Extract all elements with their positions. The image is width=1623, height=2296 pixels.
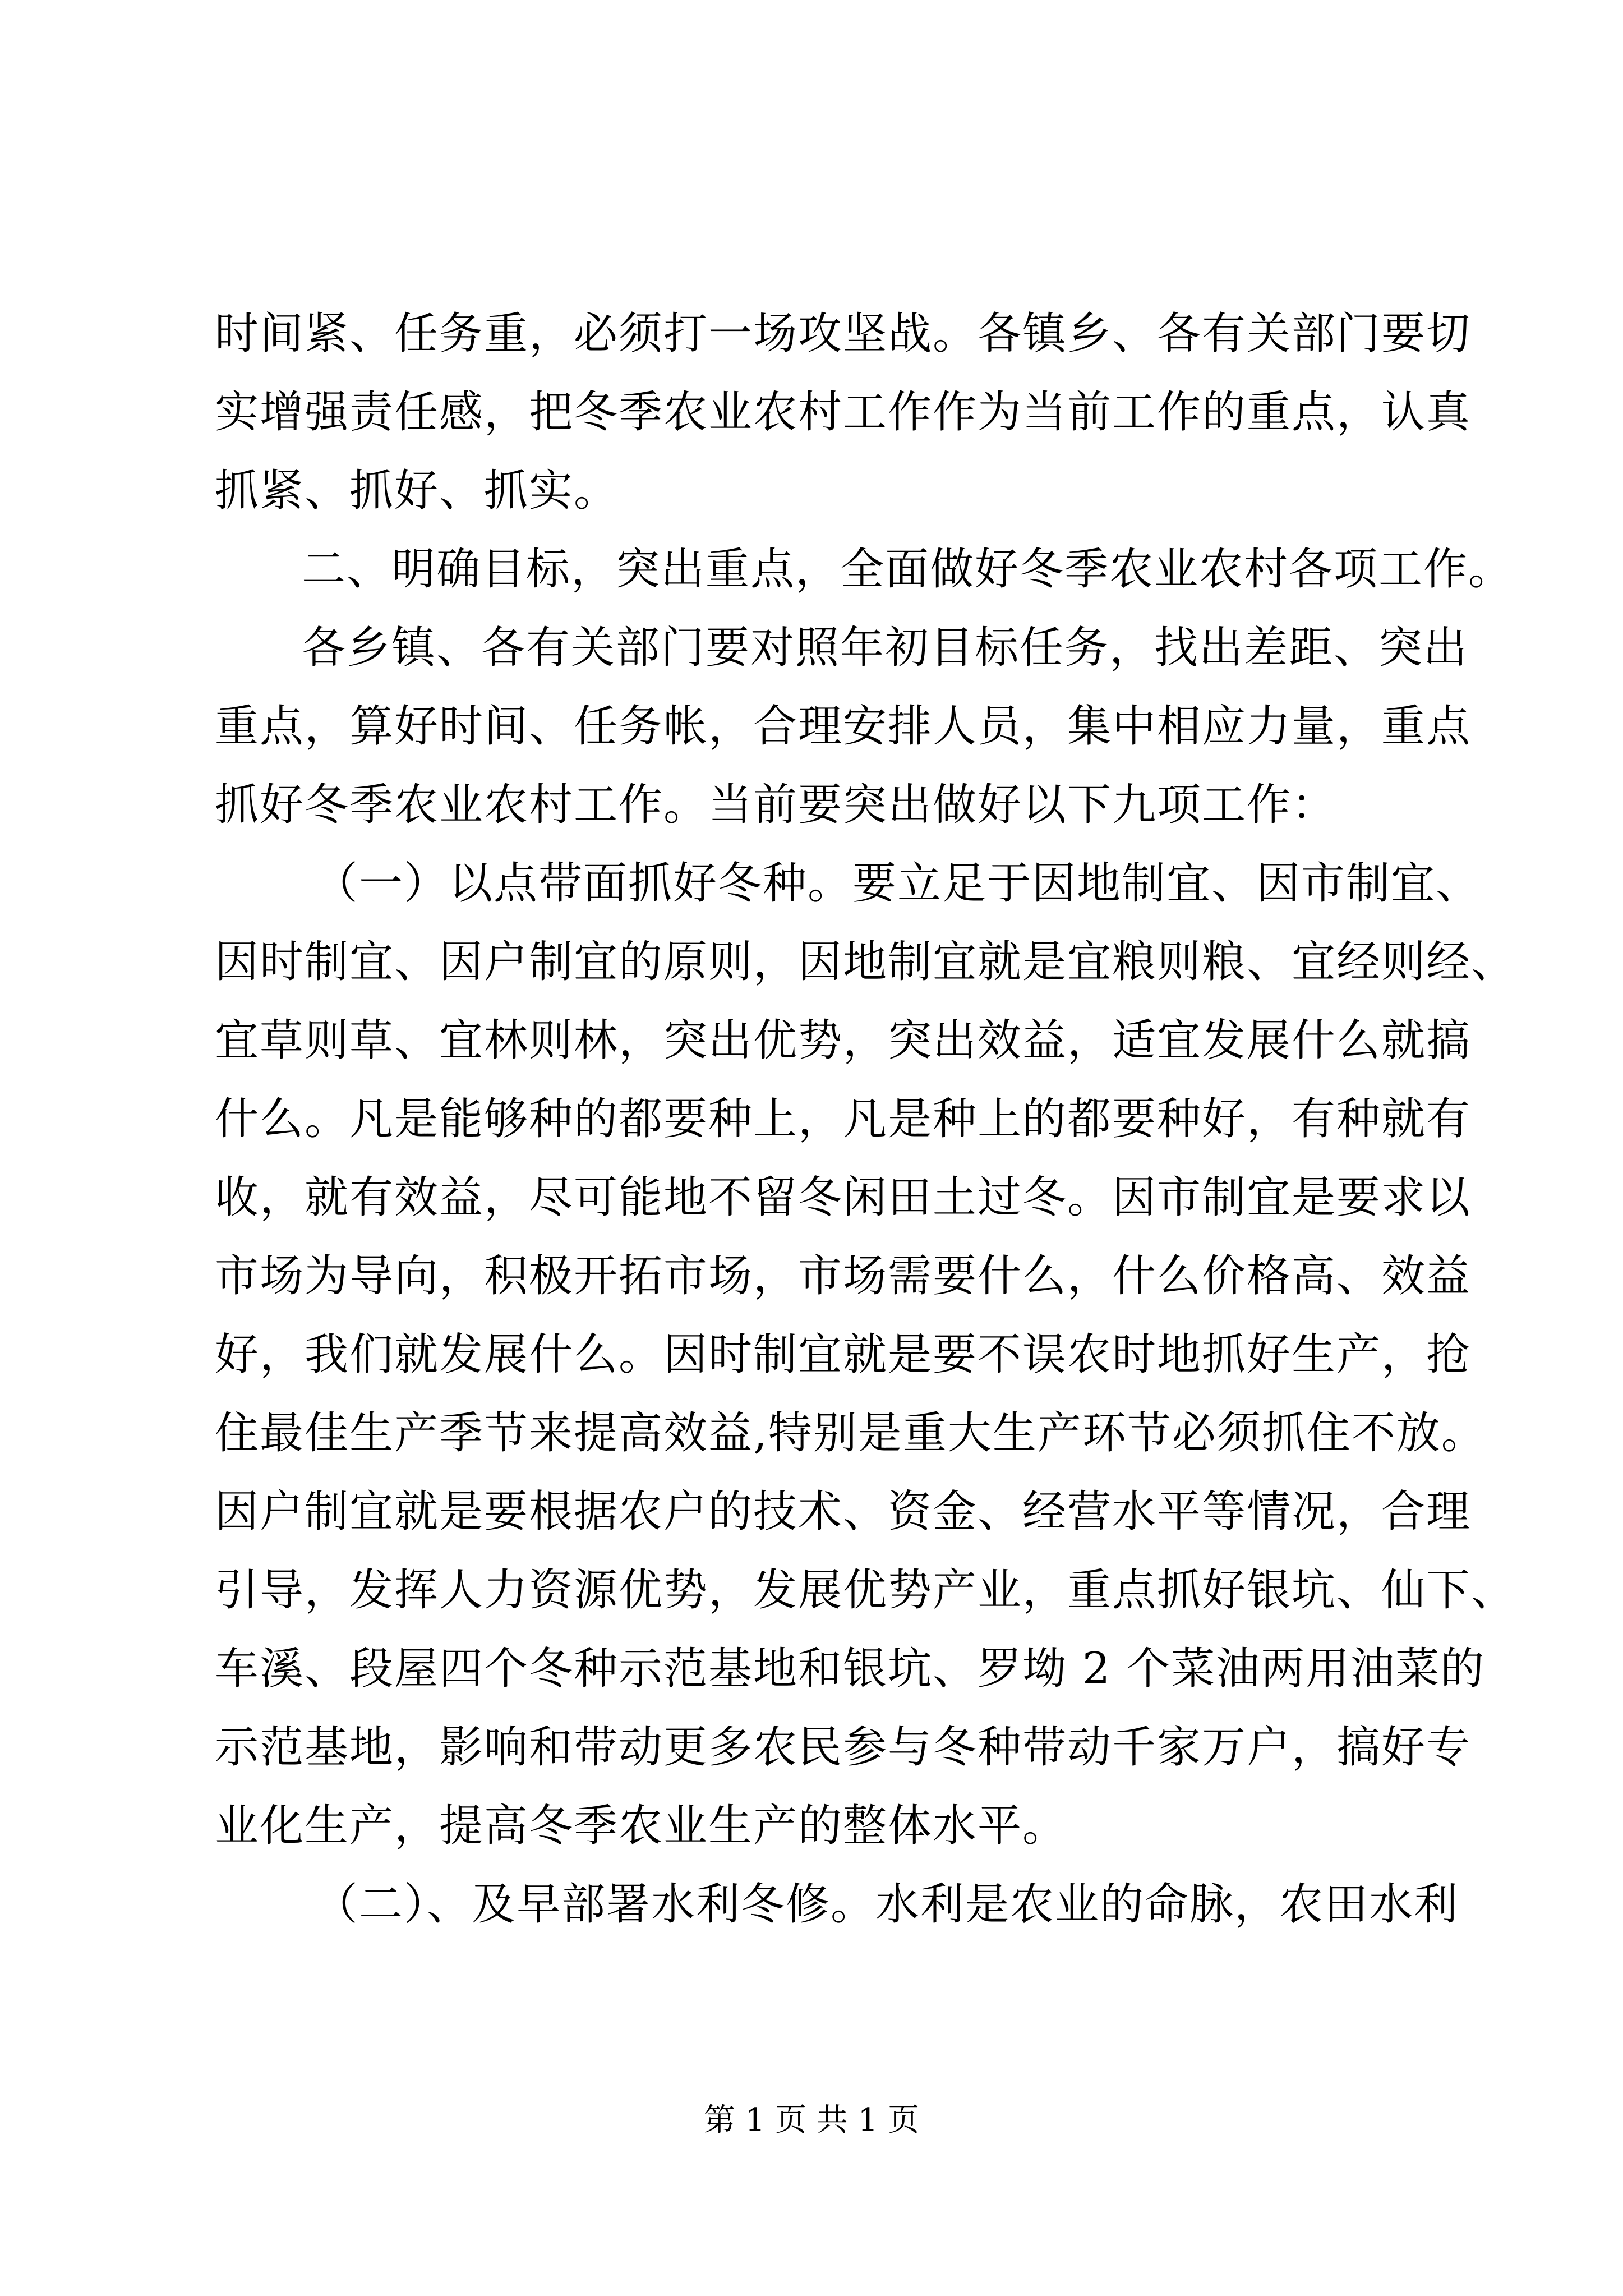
text-line-16: 因户制宜就是要根据农户的技术、资金、经营水平等情况，合理 — [215, 1487, 1472, 1537]
text-line-19: 示范基地，影响和带动更多农民参与冬种带动千家万户，搞好专 — [215, 1722, 1472, 1773]
section-heading-2: 二、明确目标，突出重点，全面做好冬季农业农村各项工作。 — [302, 544, 1514, 595]
text-line-18: 车溪、段屋四个冬种示范基地和银坑、罗坳 2 个菜油两用油菜的 — [215, 1644, 1486, 1694]
text-line-6: 重点，算好时间、任务帐，合理安排人员，集中相应力量，重点 — [215, 701, 1472, 752]
text-line-9: 因时制宜、因户制宜的原则，因地制宜就是宜粮则粮、宜经则经、 — [215, 937, 1516, 987]
text-line-7: 抓好冬季农业农村工作。当前要突出做好以下九项工作： — [215, 780, 1337, 830]
text-line-12: 收，就有效益，尽可能地不留冬闲田土过冬。因市制宜是要求以 — [215, 1172, 1472, 1223]
text-line-15: 住最佳生产季节来提高效益,特别是重大生产环节必须抓住不放。 — [215, 1408, 1486, 1458]
text-line-20: 业化生产，提高冬季农业生产的整体水平。 — [215, 1801, 1068, 1851]
text-line-2: 实增强责任感，把冬季农业农村工作作为当前工作的重点，认真 — [215, 387, 1472, 438]
text-line-5: 各乡镇、各有关部门要对照年初目标任务，找出差距、突出 — [302, 623, 1469, 673]
text-line-3: 抓紧、抓好、抓实。 — [215, 466, 619, 516]
text-line-1: 时间紧、任务重，必须打一场攻坚战。各镇乡、各有关部门要切 — [215, 309, 1472, 359]
subsection-heading-1: （一）以点带面抓好冬种。要立足于因地制宜、因市制宜、 — [314, 858, 1481, 909]
subsection-heading-2: （二）、及早部署水利冬修。水利是农业的命脉，农田水利 — [314, 1879, 1459, 1930]
text-line-17: 引导，发挥人力资源优势，发展优势产业，重点抓好银坑、仙下、 — [215, 1565, 1516, 1616]
text-line-11: 什么。凡是能够种的都要种上，凡是种上的都要种好，有种就有 — [215, 1094, 1472, 1144]
text-line-14: 好，我们就发展什么。因时制宜就是要不误农时地抓好生产，抢 — [215, 1329, 1472, 1380]
page-footer: 第 1 页 共 1 页 — [703, 2102, 920, 2138]
text-line-13: 市场为导向，积极开拓市场，市场需要什么，什么价格高、效益 — [215, 1251, 1472, 1301]
text-line-10: 宜草则草、宜林则林，突出优势，突出效益，适宜发展什么就搞 — [215, 1015, 1472, 1066]
